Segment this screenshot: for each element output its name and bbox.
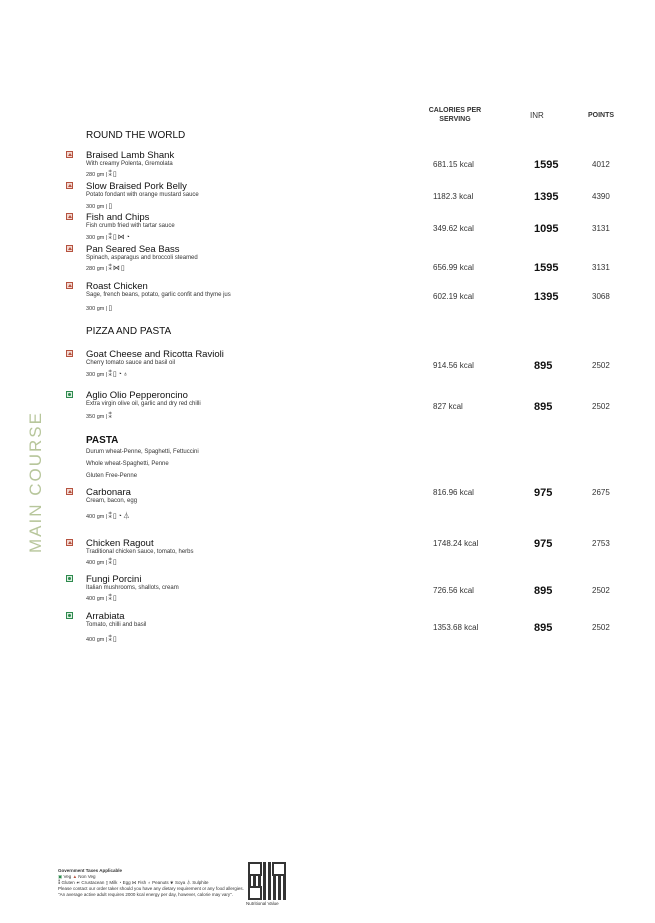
gluten-icon: ⁑ bbox=[108, 371, 112, 378]
milk-icon: ▯ bbox=[112, 234, 117, 241]
inr-header: INR bbox=[530, 111, 544, 120]
item-points: 3068 bbox=[592, 292, 610, 301]
item-name: Aglio Olio Pepperoncino bbox=[86, 390, 188, 401]
non-veg-icon bbox=[66, 182, 73, 189]
pasta-note bbox=[86, 435, 199, 482]
gluten-icon: ⁑ bbox=[108, 559, 112, 566]
item-weight: 280 gm | bbox=[86, 266, 108, 272]
pasta-note-line: Whole wheat-Spaghetti, Penne bbox=[86, 461, 169, 467]
qr-label: Nutritional Value bbox=[246, 901, 279, 906]
legend-label: Gluten bbox=[61, 880, 75, 885]
gluten-icon: ⁑ bbox=[58, 880, 61, 885]
veg-icon bbox=[66, 575, 73, 582]
gluten-icon: ⁑ bbox=[108, 171, 112, 178]
item-calories: 1748.24 kcal bbox=[433, 539, 479, 548]
item-points: 2502 bbox=[592, 361, 610, 370]
item-name: Chicken Ragout bbox=[86, 538, 154, 549]
item-name: Slow Braised Pork Belly bbox=[86, 181, 187, 192]
item-calories: 816.96 kcal bbox=[433, 488, 474, 497]
item-weight: 400 gm | bbox=[86, 637, 108, 643]
item-points: 3131 bbox=[592, 263, 610, 272]
egg-icon: ◔ bbox=[117, 513, 122, 520]
item-weight-allergens bbox=[86, 412, 112, 420]
item-name: Fish and Chips bbox=[86, 212, 150, 223]
item-name: Goat Cheese and Ricotta Ravioli bbox=[86, 349, 224, 360]
veg-icon bbox=[66, 391, 73, 398]
item-price: 895 bbox=[534, 360, 553, 372]
item-weight-allergens bbox=[86, 170, 117, 178]
legend-item bbox=[131, 880, 151, 885]
legend-item bbox=[76, 880, 109, 885]
milk-icon: ▯ bbox=[108, 203, 113, 210]
item-price: 1095 bbox=[534, 223, 559, 235]
item-description: With creamy Polenta, Gremolata bbox=[86, 161, 173, 167]
item-weight: 300 gm | bbox=[86, 372, 108, 378]
item-points: 4390 bbox=[592, 192, 610, 201]
non-veg-icon bbox=[66, 245, 73, 252]
peanuts-icon: ♁ bbox=[147, 880, 151, 885]
non-veg-icon bbox=[66, 539, 73, 546]
non-veg-icon bbox=[66, 151, 73, 158]
section-title-round-the-world: ROUND THE WORLD bbox=[86, 130, 186, 141]
peanuts-icon: ♁ bbox=[122, 371, 129, 378]
item-points: 2502 bbox=[592, 586, 610, 595]
item-weight-allergens bbox=[86, 233, 130, 241]
item-description: Spinach, asparagus and broccoli steamed bbox=[86, 255, 198, 261]
item-points: 4012 bbox=[592, 160, 610, 169]
legend-label: Peanuts bbox=[152, 880, 169, 885]
milk-icon: ▯ bbox=[112, 513, 117, 520]
item-weight-allergens bbox=[86, 635, 117, 643]
item-description: Potato fondant with orange mustard sauce bbox=[86, 192, 199, 198]
item-price: 1595 bbox=[534, 159, 559, 171]
item-description: Cream, bacon, egg bbox=[86, 498, 138, 504]
item-price: 895 bbox=[534, 585, 553, 597]
item-price: 1595 bbox=[534, 262, 559, 274]
item-description: Sage, french beans, potato, garlic confit and thyme jus bbox=[86, 292, 231, 298]
item-price: 1395 bbox=[534, 291, 559, 303]
legend-label: Fish bbox=[137, 880, 147, 885]
milk-icon: ▯ bbox=[105, 880, 109, 885]
item-weight-allergens bbox=[86, 264, 125, 272]
item-calories: 1353.68 kcal bbox=[433, 623, 479, 632]
non-veg-icon bbox=[66, 213, 73, 220]
item-description: Tomato, chilli and basil bbox=[86, 622, 147, 628]
item-price: 895 bbox=[534, 622, 553, 634]
gluten-icon: ⁑ bbox=[108, 413, 112, 420]
item-name: Roast Chicken bbox=[86, 281, 148, 292]
taxes-note: Government Taxes Applicable bbox=[58, 868, 123, 873]
veg-label: Veg bbox=[63, 874, 72, 879]
item-points: 2502 bbox=[592, 623, 610, 632]
item-price: 975 bbox=[534, 487, 553, 499]
item-weight: 350 gm | bbox=[86, 414, 108, 420]
milk-icon: ▯ bbox=[120, 265, 125, 272]
item-calories: 1182.3 kcal bbox=[433, 192, 474, 201]
item-calories: 914.56 kcal bbox=[433, 361, 474, 370]
item-calories: 827 kcal bbox=[433, 402, 463, 411]
item-calories: 349.62 kcal bbox=[433, 224, 474, 233]
item-points: 2675 bbox=[592, 488, 610, 497]
item-calories: 726.56 kcal bbox=[433, 586, 474, 595]
pasta-note-line: Gluten Free-Penne bbox=[86, 473, 138, 479]
gluten-icon: ⁑ bbox=[108, 636, 112, 643]
egg-icon: ◔ bbox=[117, 371, 122, 378]
item-price: 1395 bbox=[534, 191, 559, 203]
item-weight: 400 gm | bbox=[86, 596, 108, 602]
item-weight: 400 gm | bbox=[86, 560, 108, 566]
nonveg-label: Non Veg bbox=[78, 874, 96, 879]
item-name: Arrabiata bbox=[86, 611, 125, 622]
legend-item bbox=[106, 880, 119, 885]
item-weight-allergens bbox=[86, 202, 112, 210]
item-points: 3131 bbox=[592, 224, 610, 233]
item-name: Fungi Porcini bbox=[86, 574, 142, 585]
item-weight-allergens bbox=[86, 594, 117, 602]
item-name: Pan Seared Sea Bass bbox=[86, 244, 180, 255]
legend-item bbox=[147, 880, 169, 885]
soya-icon: ❦ bbox=[169, 880, 174, 885]
pasta-note-line: Durum wheat-Penne, Spaghetti, Fettuccini bbox=[86, 449, 199, 455]
legend-label: Egg bbox=[122, 880, 131, 885]
item-weight-allergens bbox=[86, 511, 130, 521]
legend-label: Milk bbox=[109, 880, 118, 885]
item-weight-allergens bbox=[86, 558, 117, 566]
item-price: 895 bbox=[534, 401, 553, 413]
crustacean-icon: ☙ bbox=[76, 880, 81, 885]
milk-icon: ▯ bbox=[112, 636, 117, 643]
qr-code[interactable] bbox=[248, 862, 286, 900]
sulphite-icon: ⏃ bbox=[122, 513, 130, 520]
fish-icon: ⋈ bbox=[117, 234, 125, 241]
nonveg-icon: ▲ bbox=[72, 874, 78, 879]
legend-label: Soya bbox=[174, 880, 186, 885]
item-weight: 300 gm | bbox=[86, 204, 108, 210]
legend-item bbox=[58, 880, 76, 885]
item-calories: 681.15 kcal bbox=[433, 160, 474, 169]
item-name: Braised Lamb Shank bbox=[86, 150, 175, 161]
gluten-icon: ⁑ bbox=[108, 234, 112, 241]
veg-icon: ▣ bbox=[58, 874, 63, 879]
item-description: Traditional chicken sauce, tomato, herbs bbox=[86, 549, 194, 555]
egg-icon: ◔ bbox=[118, 880, 122, 885]
pasta-note-title: PASTA bbox=[86, 435, 119, 446]
item-calories: 602.19 kcal bbox=[433, 292, 474, 301]
legend-item bbox=[186, 880, 208, 885]
item-description: Cherry tomato sauce and basil oil bbox=[86, 360, 176, 366]
milk-icon: ▯ bbox=[112, 171, 117, 178]
item-description: Fish crumb fried with tartar sauce bbox=[86, 223, 175, 229]
energy-note: "An average active adult requires 2000 kcal energy per day, however, calorie may vary". bbox=[58, 892, 233, 897]
item-weight-allergens bbox=[86, 370, 128, 378]
gluten-icon: ⁑ bbox=[108, 513, 112, 520]
calories-header: CALORIES PER SERVING bbox=[428, 107, 482, 123]
item-name: Carbonara bbox=[86, 487, 131, 498]
non-veg-icon bbox=[66, 282, 73, 289]
item-weight: 300 gm | bbox=[86, 235, 108, 241]
milk-icon: ▯ bbox=[112, 371, 117, 378]
milk-icon: ▯ bbox=[112, 595, 117, 602]
side-title: MAIN COURSE bbox=[26, 411, 45, 553]
footer bbox=[58, 868, 244, 898]
section-title-pizza-pasta: PIZZA AND PASTA bbox=[86, 326, 172, 337]
legend-label: Crustacean bbox=[81, 880, 105, 885]
points-header: POINTS bbox=[588, 112, 615, 119]
item-description: Italian mushrooms, shallots, cream bbox=[86, 585, 179, 591]
legend-item bbox=[119, 880, 132, 885]
item-weight: 300 gm | bbox=[86, 306, 108, 312]
egg-icon: ◔ bbox=[125, 234, 130, 241]
gluten-icon: ⁑ bbox=[108, 595, 112, 602]
fish-icon: ⋈ bbox=[112, 265, 120, 272]
allergy-note: Please contact our order taker should you have any dietary requirement or any food allergies. bbox=[58, 886, 244, 891]
item-weight: 400 gm | bbox=[86, 514, 108, 520]
item-points: 2502 bbox=[592, 402, 610, 411]
gluten-icon: ⁑ bbox=[108, 265, 112, 272]
item-weight-allergens bbox=[86, 304, 112, 312]
milk-icon: ▯ bbox=[112, 559, 117, 566]
legend-item bbox=[170, 880, 187, 885]
fish-icon: ⋈ bbox=[131, 880, 137, 885]
non-veg-icon bbox=[66, 488, 73, 495]
legend-label: Sulphite bbox=[192, 880, 209, 885]
milk-icon: ▯ bbox=[108, 305, 113, 312]
item-points: 2753 bbox=[592, 539, 610, 548]
item-weight: 280 gm | bbox=[86, 172, 108, 178]
non-veg-icon bbox=[66, 350, 73, 357]
item-price: 975 bbox=[534, 538, 553, 550]
item-calories: 656.99 kcal bbox=[433, 263, 474, 272]
sulphite-icon: ⏃ bbox=[186, 880, 191, 885]
veg-icon bbox=[66, 612, 73, 619]
item-description: Extra virgin olive oil, garlic and dry red chilli bbox=[86, 401, 201, 407]
